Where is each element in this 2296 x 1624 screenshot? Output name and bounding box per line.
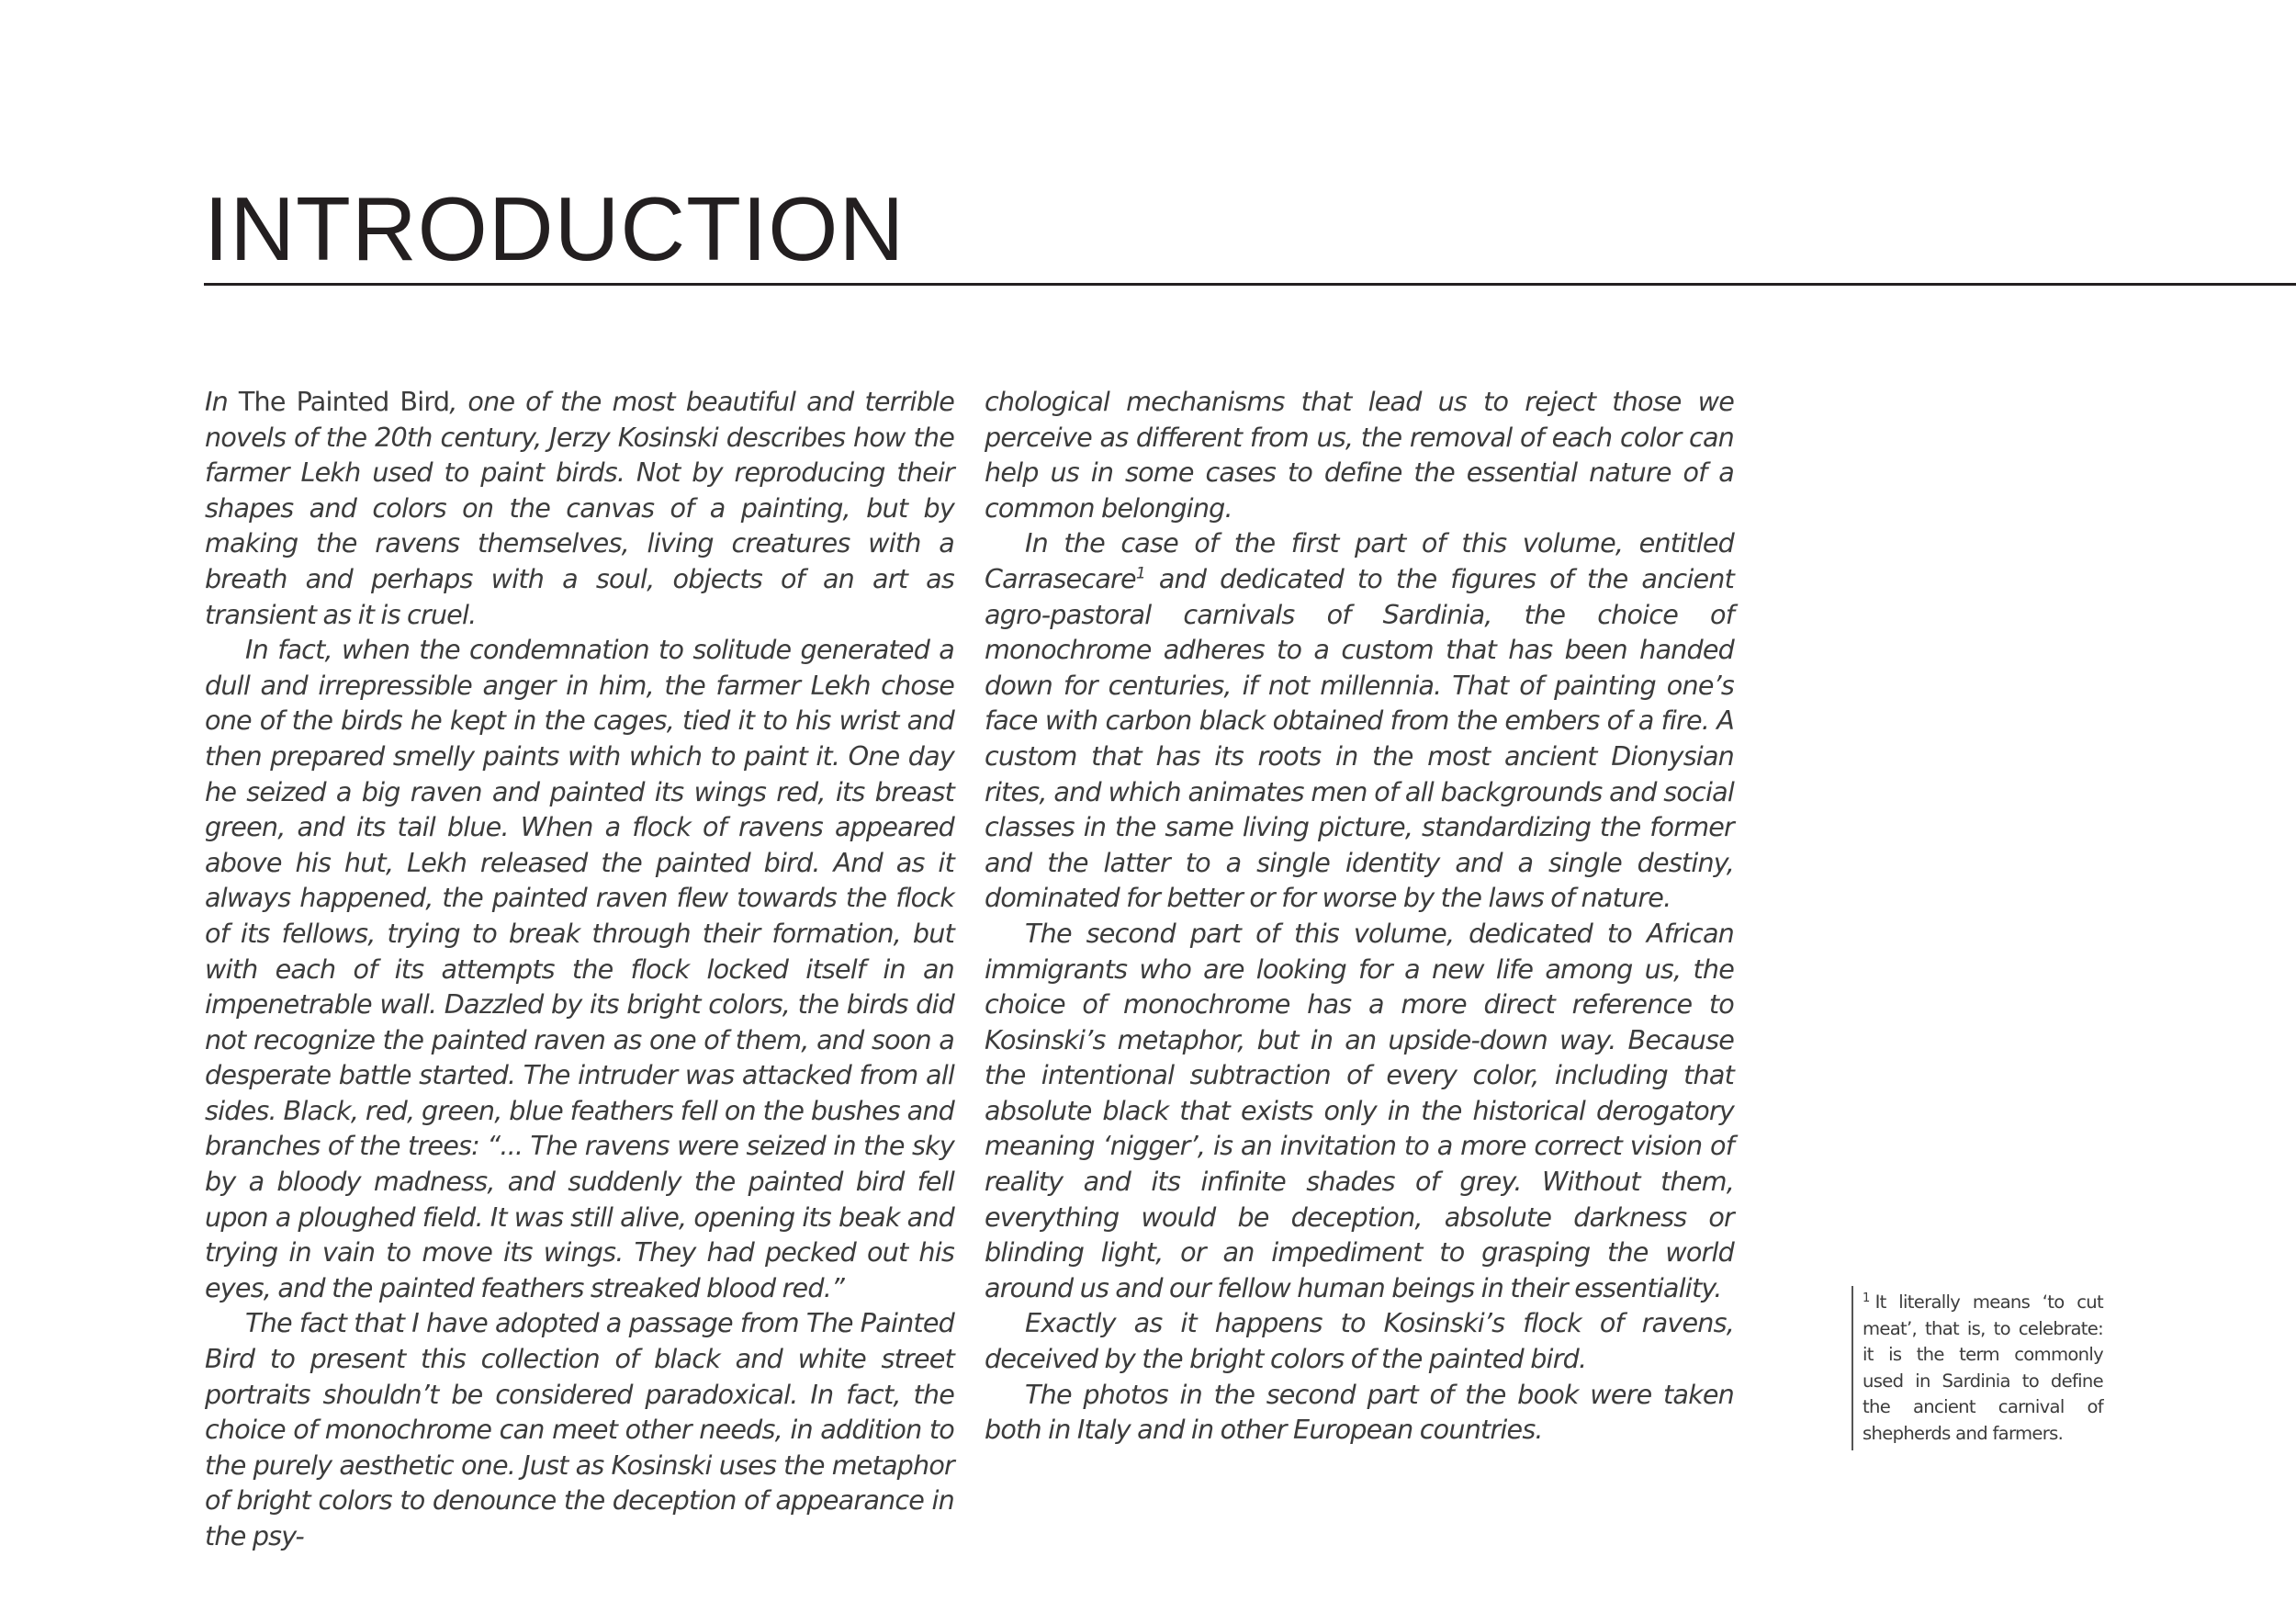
title-divider (204, 283, 2296, 286)
paragraph-3: The fact that I have adopted a passage from The Painted Bird to present this collection of black and white street portraits shouldn’t be considered paradoxical. In fact, the choice of monochrome can meet other needs, in addition to the purely aesthetic one. Just as Kosinski uses the metaphor of bright colors to denounce the deception of appearance in the psy- (205, 1307, 954, 1551)
footnote-reference: 1 (1135, 564, 1145, 583)
paragraph-5 (985, 525, 1734, 916)
paragraph-6: The second part of this volume, dedicated to African immigrants who are looking for a new life among us, the choice of monochrome has a more direct reference to Kosinski’s metaphor, but in an upside-down way. Because the intentional subtraction of every color, including that absolute black that exists only in the historical derogatory meaning ‘nigger’, is an invitation to a more correct vision of reality and its infinite shades of grey. Without them, everything would be deception, absolute darkness or blinding light, or an impediment to grasping the world around us and our fellow human beings in their essentiality. (985, 917, 1734, 1303)
footnote-number: 1 (1863, 1291, 1870, 1305)
paragraph-2: In fact, when the condemnation to solitude generated a dull and irrepressible anger in him, the farmer Lekh chose one of the birds he kept in the cages, tied it to his wrist and then prepared smelly paints with which to paint it. One day he seized a big raven and painted its wings red, its breast green, and its tail blue. When a flock of ravens appeared above his hut, Lekh released the painted bird. And as it always happened, the painted raven flew towards the flock of its fellows, trying to break through their formation, but with each of its attempts the flock locked itself in an impenetrable wall. Dazzled by its bright colors, the birds did not recognize the painted raven as one of them, and soon a desperate battle started. The intruder was attacked from all sides. Black, red, green, blue feathers fell on the bushes and branches of the trees: “... The ravens were seized in the sky by a bloody madness, and suddenly the painted bird fell upon a ploughed field. It was still alive, opening its beak and trying in vain to move its wings. They had pecked out his eyes, and the painted feathers streaked blood red.” (205, 634, 954, 1303)
paragraph-8: The photos in the second part of the book were taken both in Italy and in other European countries. (985, 1378, 1734, 1446)
paragraph-text: , one of the most beautiful and terrible novels of the 20th century, Jerzy Kosinski describes how the farmer Lekh used to paint birds. Not by reproducing their shapes and colors on the canvas of a painting, but by making the ravens themselves, living creatures with a breath and perhaps with a soul, objects of an art as transient as it is cruel. (205, 386, 954, 630)
paragraph-4: chological mechanisms that lead us to reject those we perceive as different from us, the removal of each color can help us in some cases to define the essential nature of a common belonging. (985, 386, 1734, 524)
paragraph-text-after-ref: and dedicated to the figures of the ancient agro-pastoral carnivals of Sardinia, the choice of monochrome adheres to a custom that has been handed down for centuries, if not millennia. That of painting one’s face with carbon black obtained from the embers of a fire. A custom that has its roots in the most ancient Dionysian rites, and which animates men of all backgrounds and social classes in the same living picture, standardizing the former and the latter to a single identity and a single destiny, dominated for better or for worse by the laws of nature. (985, 562, 1734, 914)
page-title: INTRODUCTION (204, 178, 906, 279)
right-text-column (985, 384, 1734, 1448)
paragraph-lead: In (205, 386, 239, 417)
left-text-column (205, 384, 954, 1554)
paragraph-text-before-ref: In the case of the first part of this volume, entitled Carrasecare (985, 527, 1734, 594)
footnote-text: It literally means ‘to cut meat’, that is, to celebrate: it is the term commonly used in Sardinia to define the ancient carnival of shepherds and farmers. (1863, 1291, 2103, 1444)
footnote (1851, 1286, 2103, 1450)
paragraph-1 (205, 384, 954, 632)
book-title: The Painted Bird (238, 386, 450, 417)
paragraph-7: Exactly as it happens to Kosinski’s flock of ravens, deceived by the bright colors of the painted bird. (985, 1307, 1734, 1375)
